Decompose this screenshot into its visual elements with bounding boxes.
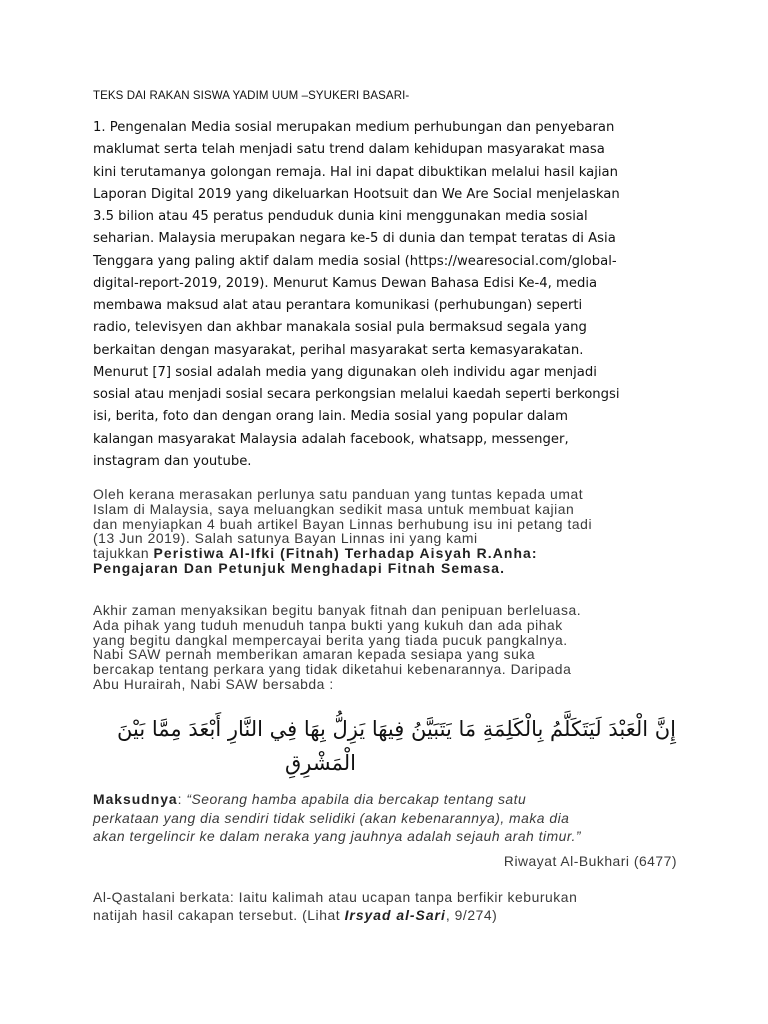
hadith-line: الْمَشْرِقِ [285,751,356,775]
intro-line: Menurut [7] sosial adalah media yang digunakan oleh individu agar menjadi [93,364,597,380]
fitnah-paragraph [93,603,676,692]
translation-line: akan tergelincir ke dalam neraka yang jauhnya adalah sejauh arah timur.” [93,828,581,844]
intro-line: digital-report-2019, 2019). Menurut Kamus Dewan Bahasa Edisi Ke-4, media [93,275,598,291]
document-header: TEKS DAI RAKAN SISWA YADIM UUM –SYUKERI BASARI- [93,90,410,102]
paragraph-line: bercakap tentang perkara yang tidak diketahui kebenarannya. Daripada [93,661,572,678]
reference-page: , 9/274) [445,907,498,923]
intro-line: sosial atau menjadi sosial secara perkongsian melalui kaedah seperti berkongsi [93,387,620,402]
translation-text: “Seorang hamba apabila dia bercakap tentang satu [186,791,527,807]
intro-line: isi, berita, foto dan dengan orang lain. Media sosial yang popular dalam [93,409,569,425]
paragraph-line: Nabi SAW pernah memberikan amaran kepada sesiapa yang suka [93,646,536,663]
reference-title: Irsyad al-Sari [344,907,446,923]
translation-line [93,790,676,809]
intro-line: kini terutamanya golongan remaja. Hal ini dapat dibuktikan melalui hasil kajian [93,164,618,180]
translation-colon: : [177,791,187,807]
paragraph-text: tajukkan [93,545,154,562]
intro-line: berkaitan dengan masyarakat, perihal masyarakat serta kemasyarakatan. [93,342,584,358]
paragraph-line: Ada pihak yang tuduh menuduh tanpa bukti yang kukuh dan ada pihak [93,616,563,633]
intro-line: seharian. Malaysia merupakan negara ke-5 di dunia dan tempat teratas di Asia [93,231,616,247]
hadith-source: Riwayat Al-Bukhari (6477) [503,853,677,869]
intro-line: 1. Pengenalan Media sosial merupakan medium perhubungan dan penyebaran [93,120,615,135]
translation-line: perkataan yang dia sendiri tidak selidiki (akan kebenarannya), maka dia [93,809,570,826]
paragraph-line [93,906,676,924]
bayan-linnas-paragraph [93,487,676,576]
paragraph-line [93,546,676,561]
paragraph-line: (13 Jun 2019). Salah satunya Bayan Linnas ini yang kami [93,530,478,547]
paragraph-text: natijah hasil cakapan tersebut. (Lihat [93,907,345,923]
intro-line: membawa maksud alat atau perantara komunikasi (perhubungan) seperti [93,298,583,313]
intro-line: maklumat serta telah menjadi satu trend dalam kehidupan masyarakat masa [93,142,605,158]
paragraph-line: Islam di Malaysia, saya meluangkan sedikit masa untuk membuat kajian [93,500,575,517]
paragraph-line: dan menyiapkan 4 buah artikel Bayan Linnas berhubung isu ini petang tadi [93,515,593,532]
hadith-arabic-text [93,712,676,780]
intro-line: Tenggara yang paling aktif dalam media sosial (https://wearesocial.com/global- [93,253,617,269]
intro-line: Laporan Digital 2019 yang dikeluarkan Hootsuit dan We Are Social menjelaskan [93,186,620,202]
hadith-translation [93,790,676,846]
paragraph-line: Oleh kerana merasakan perlunya satu panduan yang tuntas kepada umat [93,486,584,502]
article-title-continued: Pengajaran Dan Petunjuk Menghadapi Fitnah Semasa. [93,559,506,576]
hadith-line: إِنَّ الْعَبْدَ لَيَتَكَلَّمُ بِالْكَلِمَةِ مَا يَتَبَيَّنُ فِيهَا يَزِلُّ بِهَا فِي النَّارِ أَبْعَدَ مِمَّا بَيْنَ [117,717,676,741]
intro-section [93,117,681,473]
paragraph-line: Abu Hurairah, Nabi SAW bersabda : [93,675,334,692]
paragraph-line: yang begitu dangkal mempercayai berita yang tiada pucuk pangkalnya. [93,631,568,648]
paragraph-line: Akhir zaman menyaksikan begitu banyak fitnah dan penipuan berleluasa. [93,602,582,618]
article-title: Peristiwa Al-Ifki (Fitnah) Terhadap Aisyah R.Anha: [153,545,538,562]
intro-line: instagram dan youtube. [93,453,252,469]
intro-line: radio, televisyen dan akhbar manakala sosial pula bermaksud segala yang [93,320,587,336]
intro-line: kalangan masyarakat Malaysia adalah facebook, whatsapp, messenger, [93,431,569,447]
intro-line: 3.5 bilion atau 45 peratus penduduk dunia kini menggunakan media sosial [93,209,588,224]
paragraph-line: Al-Qastalani berkata: Iaitu kalimah atau ucapan tanpa berfikir keburukan [93,889,578,905]
qastalani-paragraph [93,888,676,924]
translation-label: Maksudnya [93,791,178,807]
